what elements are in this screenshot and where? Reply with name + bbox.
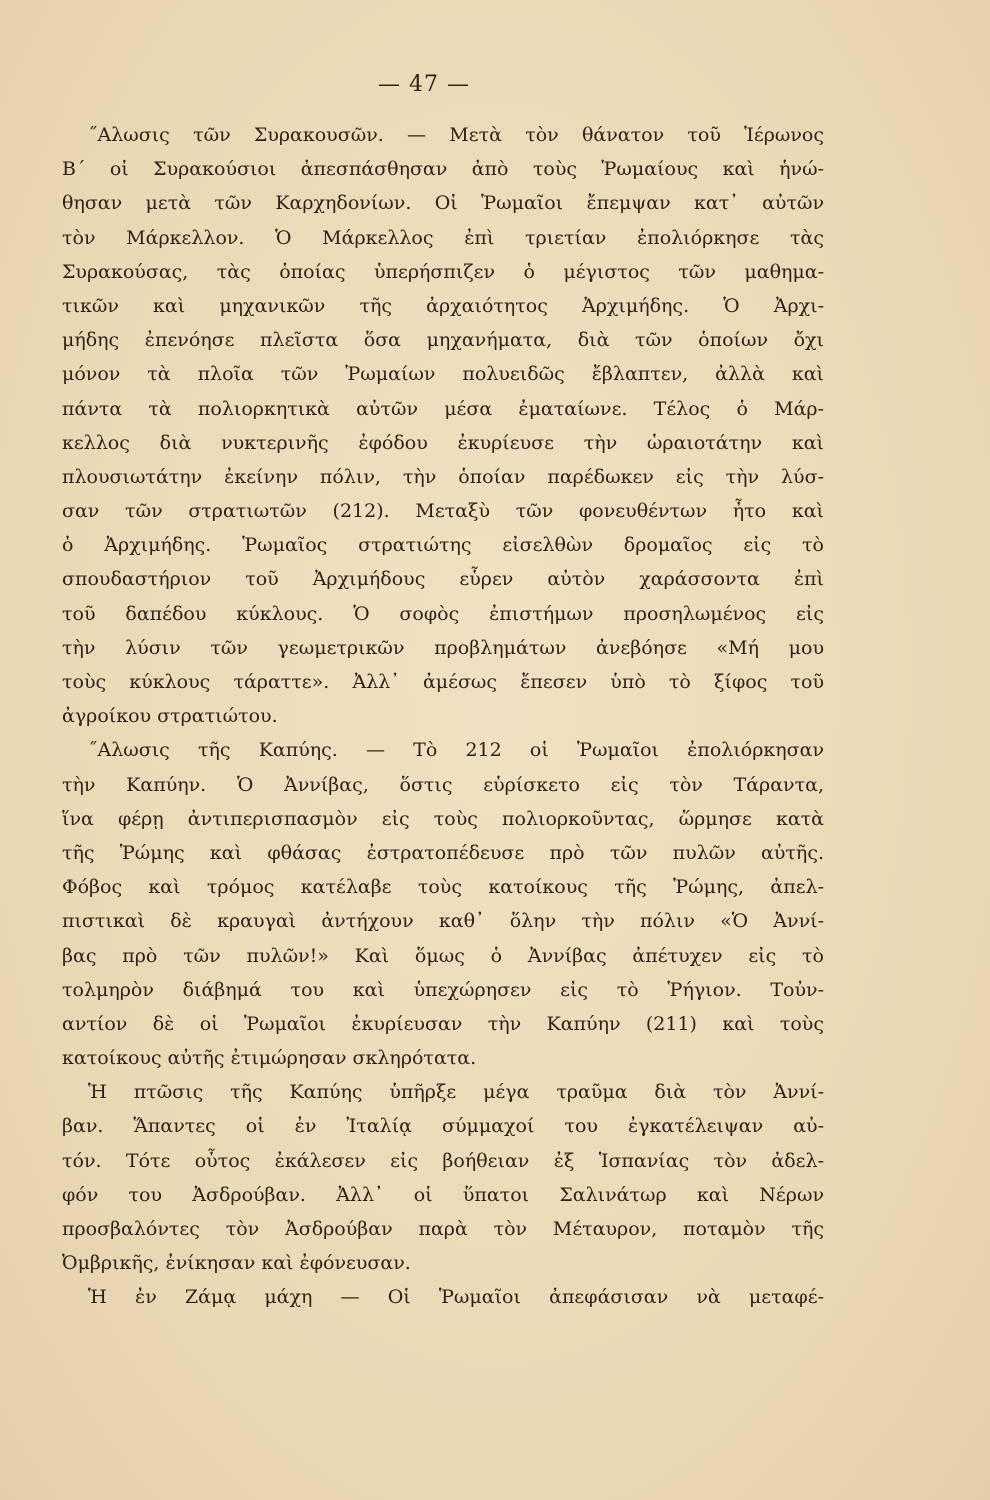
text-line: κελλος διὰ νυκτερινῆς ἐφόδου ἐκυρίευσε τὴν ὡραιοτάτην καὶ <box>62 431 824 454</box>
text-line: Ἡ πτῶσις τῆς Καπύης ὑπῆρξε μέγα τραῦμα διὰ τὸν Ἀννί- <box>88 1081 824 1104</box>
text-line: πιστικαὶ δὲ κραυγαὶ ἀντήχουν καθ᾽ ὅλην τὴν πόλιν «Ὁ Ἀννί- <box>62 910 824 933</box>
text-line: τὸν Μάρκελλον. Ὁ Μάρκελλος ἐπὶ τριετίαν ἐπολιόρκησε τὰς <box>62 226 824 249</box>
text-line: Ἡ ἐν Ζάμᾳ μάχη — Οἱ Ῥωμαῖοι ἀπεφάσισαν νὰ μεταφέ- <box>88 1286 824 1309</box>
text-line: Β΄ οἱ Συρακούσιοι ἀπεσπάσθησαν ἀπὸ τοὺς Ῥωμαίους καὶ ἡνώ- <box>62 158 824 181</box>
text-line: ἵνα φέρῃ ἀντιπερισπασμὸν εἰς τοὺς πολιορκοῦντας, ὥρμησε κατὰ <box>62 807 824 830</box>
text-line: τῆς Ῥώμης καὶ φθάσας ἐστρατοπέδευσε πρὸ τῶν πυλῶν αὐτῆς. <box>62 841 824 864</box>
text-line: τικῶν καὶ μηχανικῶν τῆς ἀρχαιότητος Ἀρχιμήδης. Ὁ Ἀρχι- <box>62 294 824 317</box>
text-line: μόνον τὰ πλοῖα τῶν Ῥωμαίων πολυειδῶς ἔβλαπτεν, ἀλλὰ καὶ <box>62 363 824 386</box>
text-line: φόν του Ἀσδρούβαν. Ἀλλ᾽ οἱ ὕπατοι Σαλινάτωρ καὶ Νέρων <box>62 1183 824 1206</box>
text-line: Ὀμβρικῆς, ἐνίκησαν καὶ ἐφόνευσαν. <box>62 1252 411 1275</box>
page-number: — 47 — <box>378 72 470 97</box>
text-line: τὴν λύσιν τῶν γεωμετρικῶν προβλημάτων ἀνεβόησε «Μή μου <box>62 636 824 659</box>
text-line: πάντα τὰ πολιορκητικὰ αὐτῶν μέσα ἐματαίωνε. Τέλος ὁ Μάρ- <box>62 397 824 420</box>
text-line: ˝Αλωσις τῆς Καπύης. — Τὸ 212 οἱ Ῥωμαῖοι ἐπολιόρκησαν <box>88 739 824 762</box>
text-line: Φόβος καὶ τρόμος κατέλαβε τοὺς κατοίκους τῆς Ῥώμης, ἀπελ- <box>62 876 824 899</box>
text-line: κατοίκους αὐτῆς ἐτιμώρησαν σκληρότατα. <box>62 1047 477 1070</box>
text-line: σπουδαστήριον τοῦ Ἀρχιμήδους εὗρεν αὐτὸν χαράσσοντα ἐπὶ <box>62 568 824 591</box>
body-text <box>62 118 824 1315</box>
text-line: βαν. Ἅπαντες οἱ ἐν Ἰταλίᾳ σύμμαχοί του ἐγκατέλειψαν αὐ- <box>62 1115 824 1138</box>
text-line: πλουσιωτάτην ἐκείνην πόλιν, τὴν ὁποίαν παρέδωκεν εἰς τὴν λύσ- <box>62 465 824 488</box>
text-line: τόν. Τότε οὗτος ἐκάλεσεν εἰς βοήθειαν ἐξ Ἱσπανίας τὸν ἀδελ- <box>62 1149 824 1172</box>
text-line: τοὺς κύκλους τάραττε». Ἀλλ᾽ ἀμέσως ἔπεσεν ὑπὸ τὸ ξίφος τοῦ <box>62 671 824 693</box>
text-line: ἀγροίκου στρατιώτου. <box>62 705 278 728</box>
text-line: αντίον δὲ οἱ Ῥωμαῖοι ἐκυρίευσαν τὴν Καπύην (211) καὶ τοὺς <box>62 1012 824 1035</box>
text-line: σαν τῶν στρατιωτῶν (212). Μεταξὺ τῶν φονευθέντων ἦτο καὶ <box>62 500 824 523</box>
text-line: Συρακούσας, τὰς ὁποίας ὑπερήσπιζεν ὁ μέγιστος τῶν μαθημα- <box>62 260 824 283</box>
text-line: βας πρὸ τῶν πυλῶν!» Καὶ ὅμως ὁ Ἀννίβας ἀπέτυχεν εἰς τὸ <box>62 944 824 967</box>
text-line: τολμηρὸν διάβημά του καὶ ὑπεχώρησεν εἰς τὸ Ῥήγιον. Τοὐν- <box>62 978 824 1001</box>
text-line: προσβαλόντες τὸν Ἀσδρούβαν παρὰ τὸν Μέταυρον, ποταμὸν τῆς <box>62 1218 824 1240</box>
text-line: τὴν Καπύην. Ὁ Ἀννίβας, ὅστις εὑρίσκετο εἰς τὸν Τάραντα, <box>62 773 824 796</box>
text-line: μήδης ἐπενόησε πλεῖστα ὅσα μηχανήματα, διὰ τῶν ὁποίων ὄχι <box>62 329 824 352</box>
text-line: ὁ Ἀρχιμήδης. Ῥωμαῖος στρατιώτης εἰσελθὼν δρομαῖος εἰς τὸ <box>62 534 824 557</box>
text-line: τοῦ δαπέδου κύκλους. Ὁ σοφὸς ἐπιστήμων προσηλωμένος εἰς <box>62 602 824 625</box>
text-line: θησαν μετὰ τῶν Καρχηδονίων. Οἱ Ῥωμαῖοι ἔπεμψαν κατ᾽ αὐτῶν <box>62 192 824 215</box>
text-line: ˝Αλωσις τῶν Συρακουσῶν. — Μετὰ τὸν θάνατον τοῦ Ἱέρωνος <box>88 124 824 146</box>
